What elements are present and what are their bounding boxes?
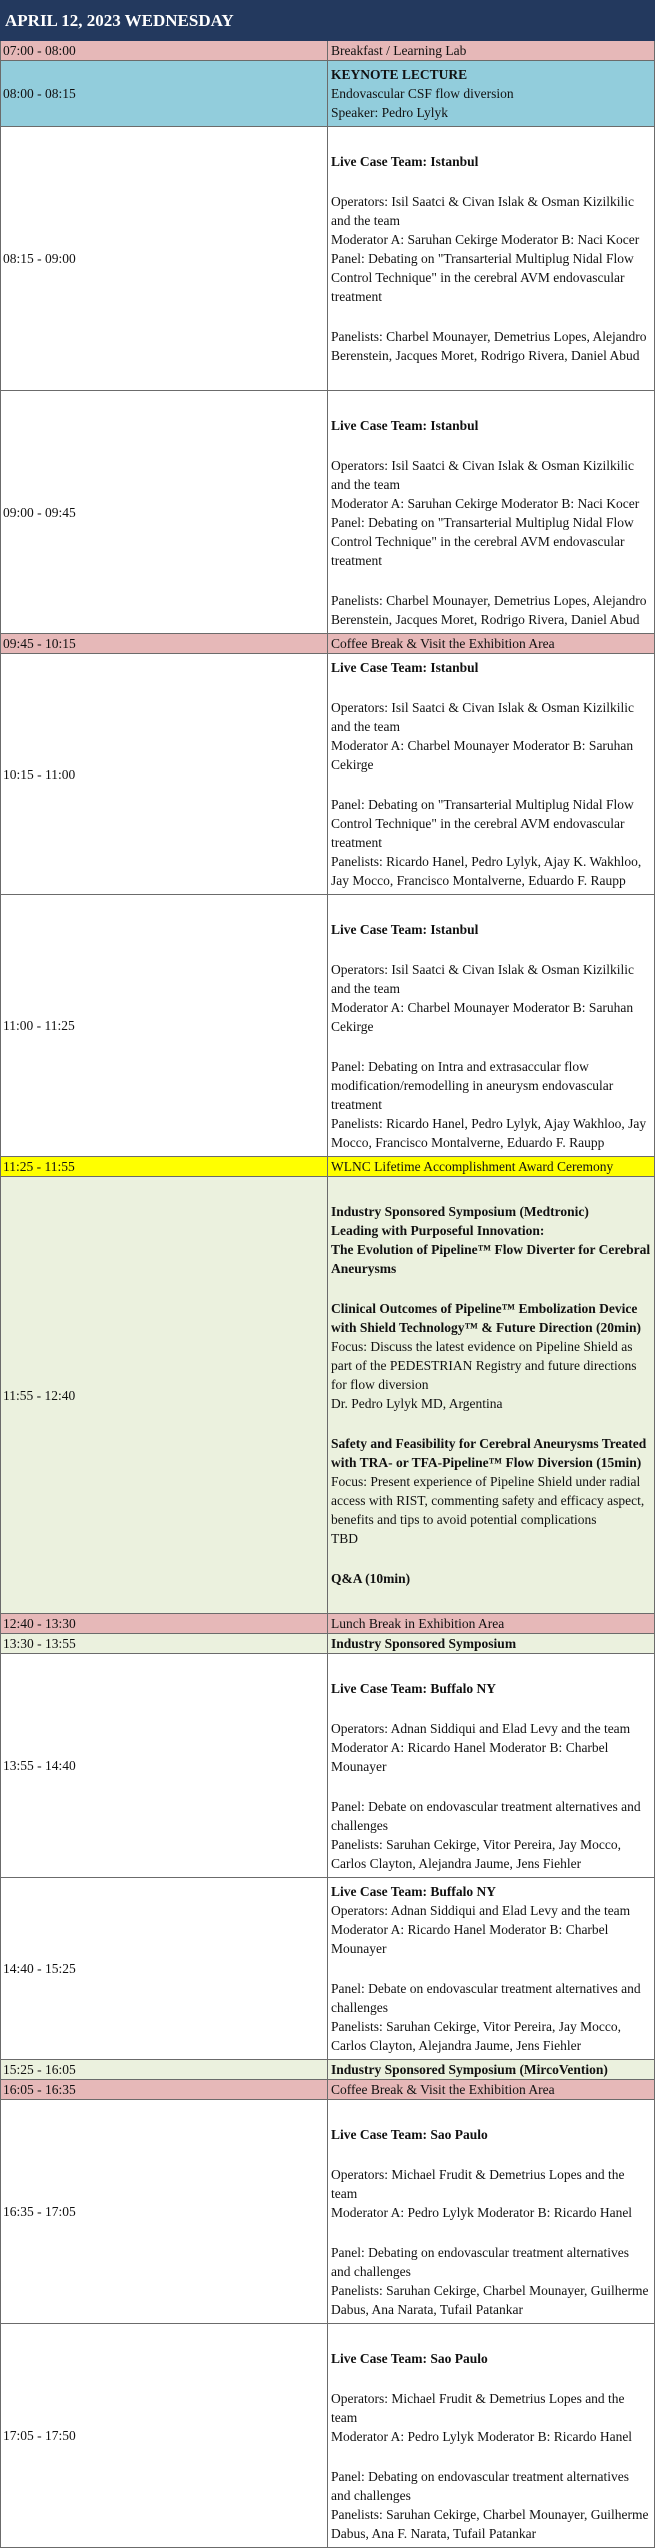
- session-heading: Live Case Team: Sao Paulo: [331, 2351, 488, 2366]
- schedule-row-session: [1, 2324, 655, 2548]
- line-spacer: [331, 435, 651, 456]
- schedule-row-break: [1, 41, 655, 61]
- session-heading: KEYNOTE LECTURE: [331, 67, 468, 82]
- session-text: Moderator A: Ricardo Hanel Moderator B: Charbel Mounayer: [331, 1740, 609, 1774]
- day-header-row: [1, 1, 655, 41]
- line-spacer: [331, 1958, 651, 1979]
- session-text: Lunch Break in Exhibition Area: [331, 1616, 505, 1631]
- session-details: [328, 391, 655, 634]
- schedule-row-keynote: [1, 61, 655, 127]
- session-heading: Live Case Team: Buffalo NY: [331, 1681, 496, 1696]
- session-text: Panel: Debating on "Transarterial Multiplug Nidal Flow Control Technique" in the cerebral AVM endovascular treatment: [331, 797, 634, 850]
- schedule-row-break: [1, 2080, 655, 2100]
- session-text: Operators: Adnan Siddiqui and Elad Levy and the team: [331, 1721, 631, 1736]
- session-details: [328, 2060, 655, 2080]
- session-heading: Live Case Team: Sao Paulo: [331, 2127, 488, 2142]
- schedule-row-session: [1, 391, 655, 634]
- session-details: [328, 1878, 655, 2060]
- session-text: Panelists: Ricardo Hanel, Pedro Lylyk, Ajay K. Wakhloo, Jay Mocco, Francisco Montalverne, Eduardo F. Raupp: [331, 854, 642, 888]
- session-heading: Live Case Team: Istanbul: [331, 660, 479, 675]
- session-text: Endovascular CSF flow diversion: [331, 86, 514, 101]
- session-text: Moderator A: Pedro Lylyk Moderator B: Ricardo Hanel: [331, 2205, 633, 2220]
- session-text: Coffee Break & Visit the Exhibition Area: [331, 636, 555, 651]
- session-details: [328, 1614, 655, 1634]
- session-text: Operators: Isil Saatci & Civan Islak & Osman Kizilkilic and the team: [331, 194, 634, 228]
- session-heading: Live Case Team: Istanbul: [331, 418, 479, 433]
- session-details: [328, 41, 655, 61]
- line-spacer: [331, 2104, 651, 2125]
- session-text: Moderator A: Saruhan Cekirge Moderator B: Naci Kocer: [331, 232, 640, 247]
- session-heading: Live Case Team: Istanbul: [331, 154, 479, 169]
- schedule-row-sponsored: [1, 1634, 655, 1654]
- line-spacer: [331, 1548, 651, 1569]
- session-text: Operators: Isil Saatci & Civan Islak & Osman Kizilkilic and the team: [331, 962, 634, 996]
- line-spacer: [331, 570, 651, 591]
- line-spacer: [331, 1588, 651, 1609]
- session-text: Breakfast / Learning Lab: [331, 43, 467, 58]
- time-slot: 15:25 - 16:05: [1, 2060, 328, 2080]
- line-spacer: [331, 939, 651, 960]
- time-slot: 09:00 - 09:45: [1, 391, 328, 634]
- line-spacer: [331, 774, 651, 795]
- line-spacer: [331, 2368, 651, 2389]
- session-details: [328, 2100, 655, 2324]
- session-text: Panelists: Charbel Mounayer, Demetrius Lopes, Alejandro Berenstein, Jacques Moret, Rodrigo Rivera, Daniel Abud: [331, 593, 647, 627]
- session-text: Panel: Debating on Intra and extrasaccular flow modification/remodelling in aneurysm endovascular treatment: [331, 1059, 614, 1112]
- schedule-row-break: [1, 634, 655, 654]
- session-text: Moderator A: Charbel Mounayer Moderator B: Saruhan Cekirge: [331, 738, 634, 772]
- session-text: Panel: Debating on endovascular treatment alternatives and challenges: [331, 2245, 630, 2279]
- session-details: [328, 2080, 655, 2100]
- schedule-row-session: [1, 127, 655, 391]
- session-text: Panelists: Saruhan Cekirge, Charbel Mounayer, Guilherme Dabus, Ana F. Narata, Tufail Patankar: [331, 2507, 649, 2541]
- line-spacer: [331, 2328, 651, 2349]
- line-spacer: [331, 1698, 651, 1719]
- line-spacer: [331, 1036, 651, 1057]
- session-text: Moderator A: Charbel Mounayer Moderator B: Saruhan Cekirge: [331, 1000, 634, 1034]
- line-spacer: [331, 131, 651, 152]
- session-text: Panel: Debating on "Transarterial Multiplug Nidal Flow Control Technique" in the cerebral AVM endovascular treatment: [331, 251, 634, 304]
- session-text: Panelists: Saruhan Cekirge, Charbel Mounayer, Guilherme Dabus, Ana Narata, Tufail Patankar: [331, 2283, 649, 2317]
- schedule-row-session: [1, 895, 655, 1157]
- session-details: [328, 61, 655, 127]
- line-spacer: [331, 899, 651, 920]
- schedule-row-session: [1, 2100, 655, 2324]
- session-heading: Industry Sponsored Symposium (MircoVention): [331, 2062, 608, 2077]
- session-details: [328, 1157, 655, 1177]
- session-details: [328, 127, 655, 391]
- line-spacer: [331, 171, 651, 192]
- schedule-body: [1, 1, 655, 2548]
- session-heading: Industry Sponsored Symposium: [331, 1636, 517, 1651]
- session-text: Operators: Michael Frudit & Demetrius Lopes and the team: [331, 2167, 625, 2201]
- schedule-row-session: [1, 654, 655, 895]
- time-slot: 09:45 - 10:15: [1, 634, 328, 654]
- session-text: Dr. Pedro Lylyk MD, Argentina: [331, 1396, 503, 1411]
- session-details: [328, 2324, 655, 2548]
- schedule-row-sponsored: [1, 1177, 655, 1614]
- schedule-row-award: [1, 1157, 655, 1177]
- schedule-row-session: [1, 1654, 655, 1878]
- session-details: [328, 1177, 655, 1614]
- line-spacer: [331, 1658, 651, 1679]
- session-text: Panel: Debate on endovascular treatment alternatives and challenges: [331, 1981, 641, 2015]
- session-text: Focus: Discuss the latest evidence on Pipeline Shield as part of the PEDESTRIAN Registry and future directions for flow diversion: [331, 1339, 637, 1392]
- session-text: Panelists: Saruhan Cekirge, Vitor Pereira, Jay Mocco, Carlos Clayton, Alejandra Jaume, Jens Fiehler: [331, 2019, 622, 2053]
- time-slot: 11:00 - 11:25: [1, 895, 328, 1157]
- session-text: TBD: [331, 1531, 358, 1546]
- line-spacer: [331, 1278, 651, 1299]
- session-details: [328, 654, 655, 895]
- time-slot: 13:55 - 14:40: [1, 1654, 328, 1878]
- session-details: [328, 634, 655, 654]
- session-text: Panelists: Saruhan Cekirge, Vitor Pereira, Jay Mocco, Carlos Clayton, Alejandra Jaume, Jens Fiehler: [331, 1837, 622, 1871]
- line-spacer: [331, 1413, 651, 1434]
- session-text: WLNC Lifetime Accomplishment Award Ceremony: [331, 1159, 614, 1174]
- schedule-row-sponsored: [1, 2060, 655, 2080]
- session-details: [328, 1654, 655, 1878]
- session-heading: Live Case Team: Istanbul: [331, 922, 479, 937]
- time-slot: 16:05 - 16:35: [1, 2080, 328, 2100]
- session-text: Panel: Debating on "Transarterial Multiplug Nidal Flow Control Technique" in the cerebral AVM endovascular treatment: [331, 515, 634, 568]
- session-text: Panelists: Ricardo Hanel, Pedro Lylyk, Ajay Wakhloo, Jay Mocco, Francisco Montalverne, Eduardo F. Raupp: [331, 1116, 647, 1150]
- line-spacer: [331, 677, 651, 698]
- time-slot: 13:30 - 13:55: [1, 1634, 328, 1654]
- session-heading: Industry Sponsored Symposium (Medtronic): [331, 1204, 589, 1219]
- line-spacer: [331, 2144, 651, 2165]
- time-slot: 16:35 - 17:05: [1, 2100, 328, 2324]
- schedule-row-break: [1, 1614, 655, 1634]
- line-spacer: [331, 365, 651, 386]
- time-slot: 11:25 - 11:55: [1, 1157, 328, 1177]
- session-heading: Q&A (10min): [331, 1571, 411, 1586]
- session-heading: Live Case Team: Buffalo NY: [331, 1884, 496, 1899]
- session-heading: Leading with Purposeful Innovation:: [331, 1223, 545, 1238]
- session-text: Operators: Michael Frudit & Demetrius Lopes and the team: [331, 2391, 625, 2425]
- session-text: Moderator A: Ricardo Hanel Moderator B: Charbel Mounayer: [331, 1922, 609, 1956]
- session-text: Moderator A: Saruhan Cekirge Moderator B: Naci Kocer: [331, 496, 640, 511]
- session-heading: Clinical Outcomes of Pipeline™ Embolization Device with Shield Technology™ & Future Direction (20min): [331, 1301, 642, 1335]
- session-heading: Safety and Feasibility for Cerebral Aneurysms Treated with TRA- or TFA-Pipeline™ Flow Diversion (15min): [331, 1436, 647, 1470]
- time-slot: 10:15 - 11:00: [1, 654, 328, 895]
- session-text: Operators: Isil Saatci & Civan Islak & Osman Kizilkilic and the team: [331, 458, 634, 492]
- session-text: Panel: Debating on endovascular treatment alternatives and challenges: [331, 2469, 630, 2503]
- session-text: Operators: Adnan Siddiqui and Elad Levy and the team: [331, 1903, 631, 1918]
- session-text: Moderator A: Pedro Lylyk Moderator B: Ricardo Hanel: [331, 2429, 633, 2444]
- line-spacer: [331, 1776, 651, 1797]
- time-slot: 08:15 - 09:00: [1, 127, 328, 391]
- day-header: APRIL 12, 2023 WEDNESDAY: [1, 1, 655, 41]
- session-details: [328, 895, 655, 1157]
- line-spacer: [331, 2222, 651, 2243]
- time-slot: 07:00 - 08:00: [1, 41, 328, 61]
- time-slot: 11:55 - 12:40: [1, 1177, 328, 1614]
- line-spacer: [331, 2446, 651, 2467]
- time-slot: 08:00 - 08:15: [1, 61, 328, 127]
- time-slot: 14:40 - 15:25: [1, 1878, 328, 2060]
- session-text: Focus: Present experience of Pipeline Shield under radial access with RIST, commenting safety and efficacy aspect, benefits and tips to avoid potential complications: [331, 1474, 645, 1527]
- session-text: Coffee Break & Visit the Exhibition Area: [331, 2082, 555, 2097]
- schedule-row-session: [1, 1878, 655, 2060]
- line-spacer: [331, 306, 651, 327]
- time-slot: 17:05 - 17:50: [1, 2324, 328, 2548]
- line-spacer: [331, 1181, 651, 1202]
- session-text: Panelists: Charbel Mounayer, Demetrius Lopes, Alejandro Berenstein, Jacques Moret, Rodrigo Rivera, Daniel Abud: [331, 329, 647, 363]
- session-details: [328, 1634, 655, 1654]
- session-text: Panel: Debate on endovascular treatment alternatives and challenges: [331, 1799, 641, 1833]
- session-text: Operators: Isil Saatci & Civan Islak & Osman Kizilkilic and the team: [331, 700, 634, 734]
- line-spacer: [331, 395, 651, 416]
- session-heading: The Evolution of Pipeline™ Flow Diverter for Cerebral Aneurysms: [331, 1242, 651, 1276]
- session-text: Speaker: Pedro Lylyk: [331, 105, 448, 120]
- time-slot: 12:40 - 13:30: [1, 1614, 328, 1634]
